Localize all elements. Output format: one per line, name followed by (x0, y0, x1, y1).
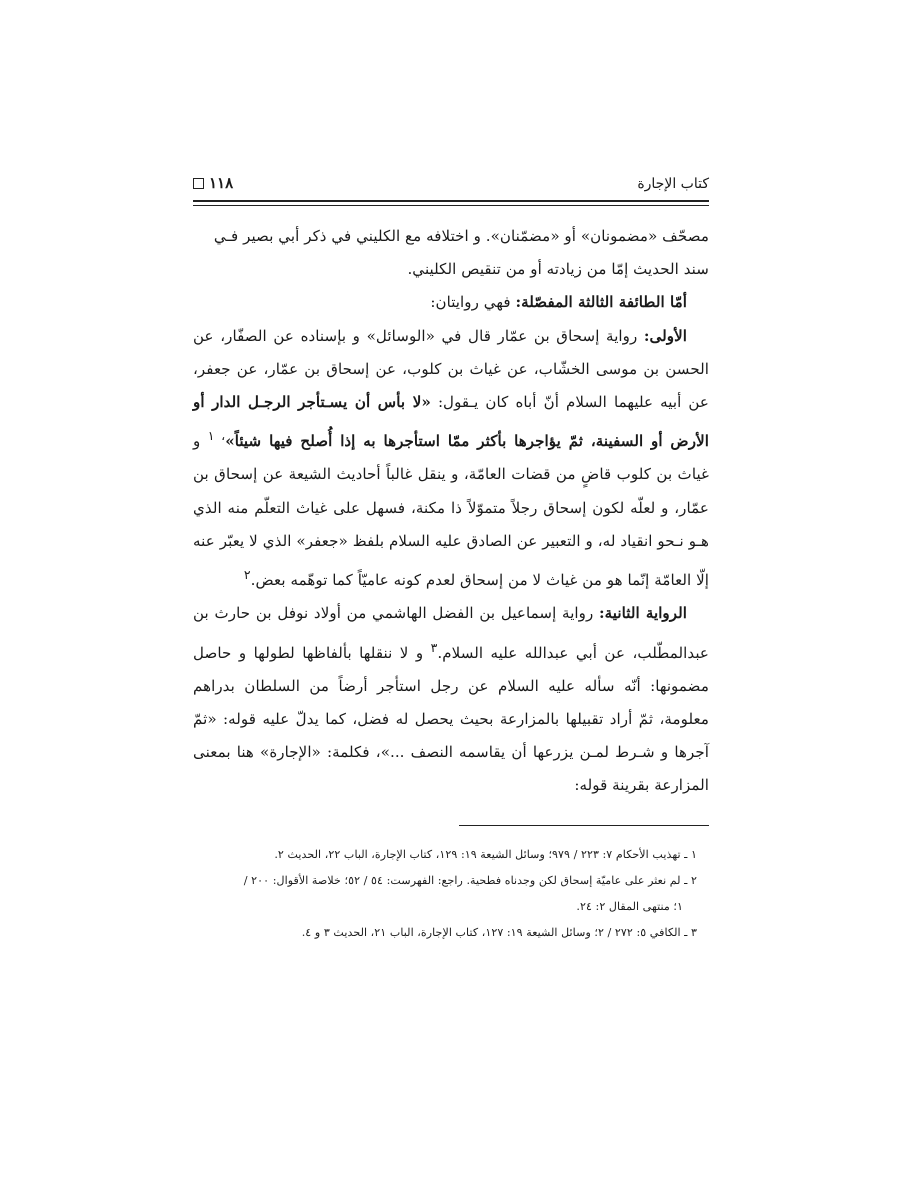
second-narration-label: الرواية الثانية: (599, 604, 687, 623)
hadith-quote: «لا بأس أن يسـتأجر الرجـل الدار أو الأرض أو السفينة، ثمّ يؤاجرها بأكثر ممّا استأجرها به إذا أُصلح فيها شيئاً» (193, 393, 709, 451)
p1-line2: سند الحديث إمّا من زيادته أو من تنقيص الكليني. (407, 260, 709, 279)
footnote-ref-1[interactable]: ، ١ (207, 428, 226, 444)
paragraph-2 (193, 286, 709, 319)
footnote-2: ٢ ـ لم نعثر على عاميّة إسحاق لكن وجدناه فطحية. راجع: الفهرست: ٥٤ / ٥٢؛ خلاصة الأقوال: ٢٠٠ / (243, 873, 697, 887)
footnote-separator (459, 825, 709, 826)
p4-text-b: و لا ننقلها بألفاظها لطولها و حاصل مضمونها: أنّه سأله عليه السلام عن رجل استأجر أرضاً من السلطان بدراهم معلومة، ثمّ أراد تقبيلها بالمزارعة بحيث يحصل له فضل، كما يدلّ عليه قوله: «ثمّ آجرها و شـرط لمـن يزرعها أن يقاسمه النصف ...»، فكلمة: «الإجارة» هنا بمعنى المزارعة بقرينة قوله: (193, 643, 709, 795)
footnote-1: ١ ـ تهذيب الأحكام ٧: ٢٢٣ / ٩٧٩؛ وسائل الشيعة ١٩: ١٢٩، كتاب الإجارة، الباب ٢٢، الحديث ٢. (274, 847, 697, 861)
footnote-ref-2[interactable]: ٢ (243, 567, 251, 583)
p1-line1: مصحّف «مضمونان» أو «مضمّنان». و اختلافه مع الكليني في ذكر أبي بصير فـي (213, 227, 709, 245)
header-rule-thick (193, 200, 709, 202)
p3-text-a: رواية إسحاق بن عمّار قال في «الوسائل» و بإسناده عن الصفّار، عن الحسن بن موسى الخشّاب، عن غياث بن كلوب، عن إسحاق بن عمّار، عن جعفر، عن أبيه عليهما السلام أنّ أباه كان يـقول: (193, 326, 709, 412)
footnote-ref-3[interactable]: ٣ (430, 639, 438, 655)
p4-text-a: رواية إسماعيل بن الفضل الهاشمي من أولاد نوفل بن حارث بن عبدالمطّلب، عن أبي عبدالله عليه السلام. (193, 604, 709, 662)
header-rule-thin (193, 205, 709, 206)
first-narration-label: الأولى: (643, 326, 687, 345)
section-heading: أمّا الطائفة الثالثة المفصّلة: (515, 293, 687, 312)
p3-text-b: و غياث بن كلوب قاضٍ من قضات العامّة، و ينقل غالباً أحاديث الشيعة عن إسحاق بن عمّار، و لعلّه لكون إسحاق رجلاً متموّلاً ذا مكنة، فسهل على غياث التعلّم منه الذي هـو نـحو انقياد له، و التعبير عن الصادق عليه السلام بلفظ «جعفر» الذي لا يعبّر عنه إلّا العامّة إنّما هو من غياث لا من إسحاق لعدم كونه عاميّاً كما توهّمه بعض. (193, 432, 709, 590)
paragraph-4 (193, 597, 709, 802)
running-header (193, 168, 709, 196)
paragraph-3 (193, 320, 709, 598)
footnote-2-continued: ١؛ منتهى المقال ٢: ٢٤. (576, 899, 683, 913)
body-text (193, 220, 709, 803)
footnote-3: ٣ ـ الكافي ٥: ٢٧٢ / ٢؛ وسائل الشيعة ١٩: ١٢٧، كتاب الإجارة، الباب ٢١، الحديث ٣ و ٤. (301, 925, 697, 939)
page-number (193, 174, 233, 192)
paragraph-1 (193, 220, 709, 286)
book-page (193, 168, 709, 946)
footnotes (193, 842, 709, 946)
p2-rest: فهي روايتان: (430, 293, 516, 312)
book-title: كتاب الإجارة (637, 176, 709, 192)
page-number-text: ١١٨ (209, 174, 234, 192)
square-icon (193, 178, 204, 189)
